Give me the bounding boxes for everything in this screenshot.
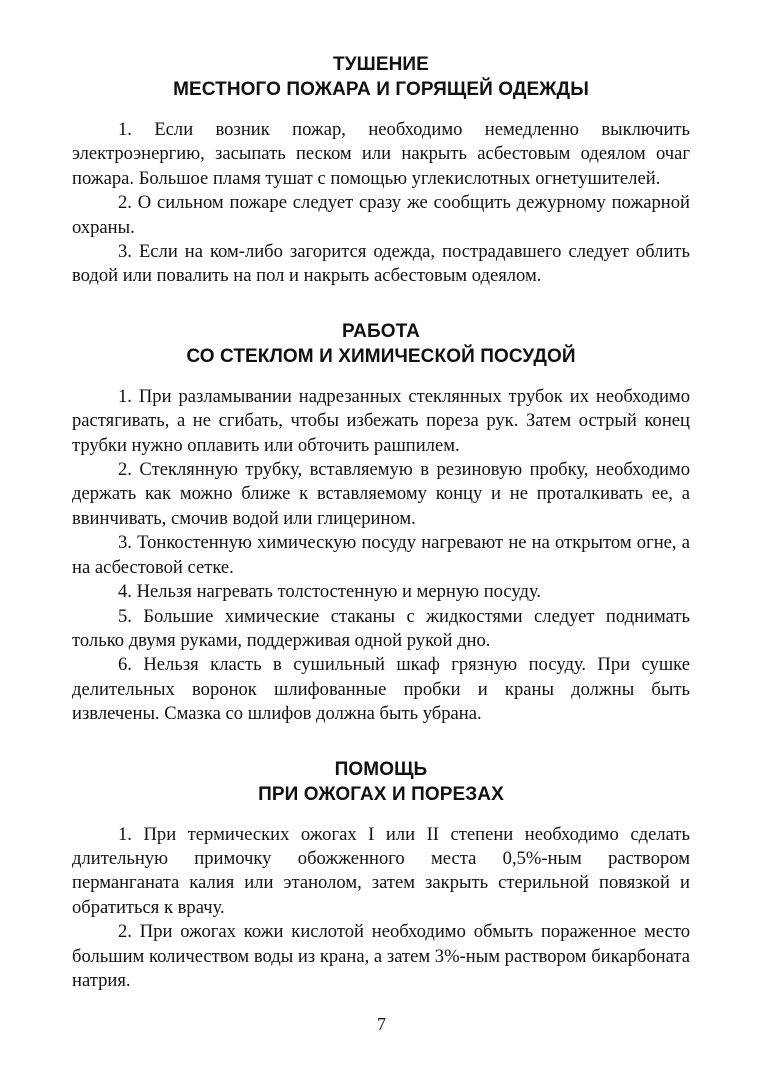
paragraph: 1. При термических ожогах I или II степени необходимо сделать длительную примочку обожженного места 0,5%-ным раствором перманганата калия или этанолом, затем закрыть стерильной повязкой и обратиться к врачу. xyxy=(72,823,690,918)
paragraph: 2. О сильном пожаре следует сразу же сообщить дежурному пожарной охраны. xyxy=(72,192,690,238)
paragraph: 3. Тонкостенную химическую посуду нагревают не на открытом огне, а на асбестовой сетке. xyxy=(72,532,690,578)
section-title-line: РАБОТА xyxy=(342,320,420,342)
page-number: 7 xyxy=(377,1014,386,1034)
paragraph: 2. Стеклянную трубку, вставляемую в резиновую пробку, необходимо держать как можно ближе к вставляемому концу и не проталкивать ее, а ввинчивать, смочив водой или глицерином. xyxy=(72,459,690,529)
paragraph: 1. Если возник пожар, необходимо немедленно выключить электроэнергию, засыпать песком или накрыть асбестовым одеялом очаг пожара. Большое пламя тушат с помощью углекислотных огнетушителей. xyxy=(72,119,690,189)
section-glassware xyxy=(72,319,690,727)
section-title xyxy=(72,757,690,807)
section-title-line: ПРИ ОЖОГАХ И ПОРЕЗАХ xyxy=(258,783,504,805)
paragraph: 4. Нельзя нагревать толстостенную и мерную посуду. xyxy=(118,581,542,603)
section-title-line: ПОМОЩЬ xyxy=(334,758,428,780)
section-title-line: СО СТЕКЛОМ И ХИМИЧЕСКОЙ ПОСУДОЙ xyxy=(186,345,576,367)
paragraph: 2. При ожогах кожи кислотой необходимо обмыть пораженное место большим количеством воды из крана, а затем 3%-ным раствором бикарбоната натрия. xyxy=(72,921,690,991)
section-burns-cuts xyxy=(72,757,690,994)
document-page xyxy=(72,52,690,993)
paragraph: 1. При разламывании надрезанных стеклянных трубок их необходимо растягивать, а не сгибать, чтобы избежать пореза рук. Затем острый конец трубки нужно оплавить или обточить рашпилем. xyxy=(72,385,690,456)
section-title-line: ТУШЕНИЕ xyxy=(333,54,429,75)
section-fire-extinguishing xyxy=(72,52,690,289)
section-title xyxy=(72,52,690,102)
paragraph: 5. Большие химические стаканы с жидкостями следует поднимать только двумя руками, поддерживая одной рукой дно. xyxy=(72,605,690,651)
paragraph: 3. Если на ком-либо загорится одежда, пострадавшего следует облить водой или повалить на пол и накрыть асбестовым одеялом. xyxy=(72,241,690,287)
section-title-line: МЕСТНОГО ПОЖАРА И ГОРЯЩЕЙ ОДЕЖДЫ xyxy=(173,79,589,100)
section-title xyxy=(72,319,690,369)
paragraph: 6. Нельзя класть в сушильный шкаф грязную посуду. При сушке делительных воронок шлифованные пробки и краны должны быть извлечены. Смазка со шлифов должна быть убрана. xyxy=(72,654,690,725)
